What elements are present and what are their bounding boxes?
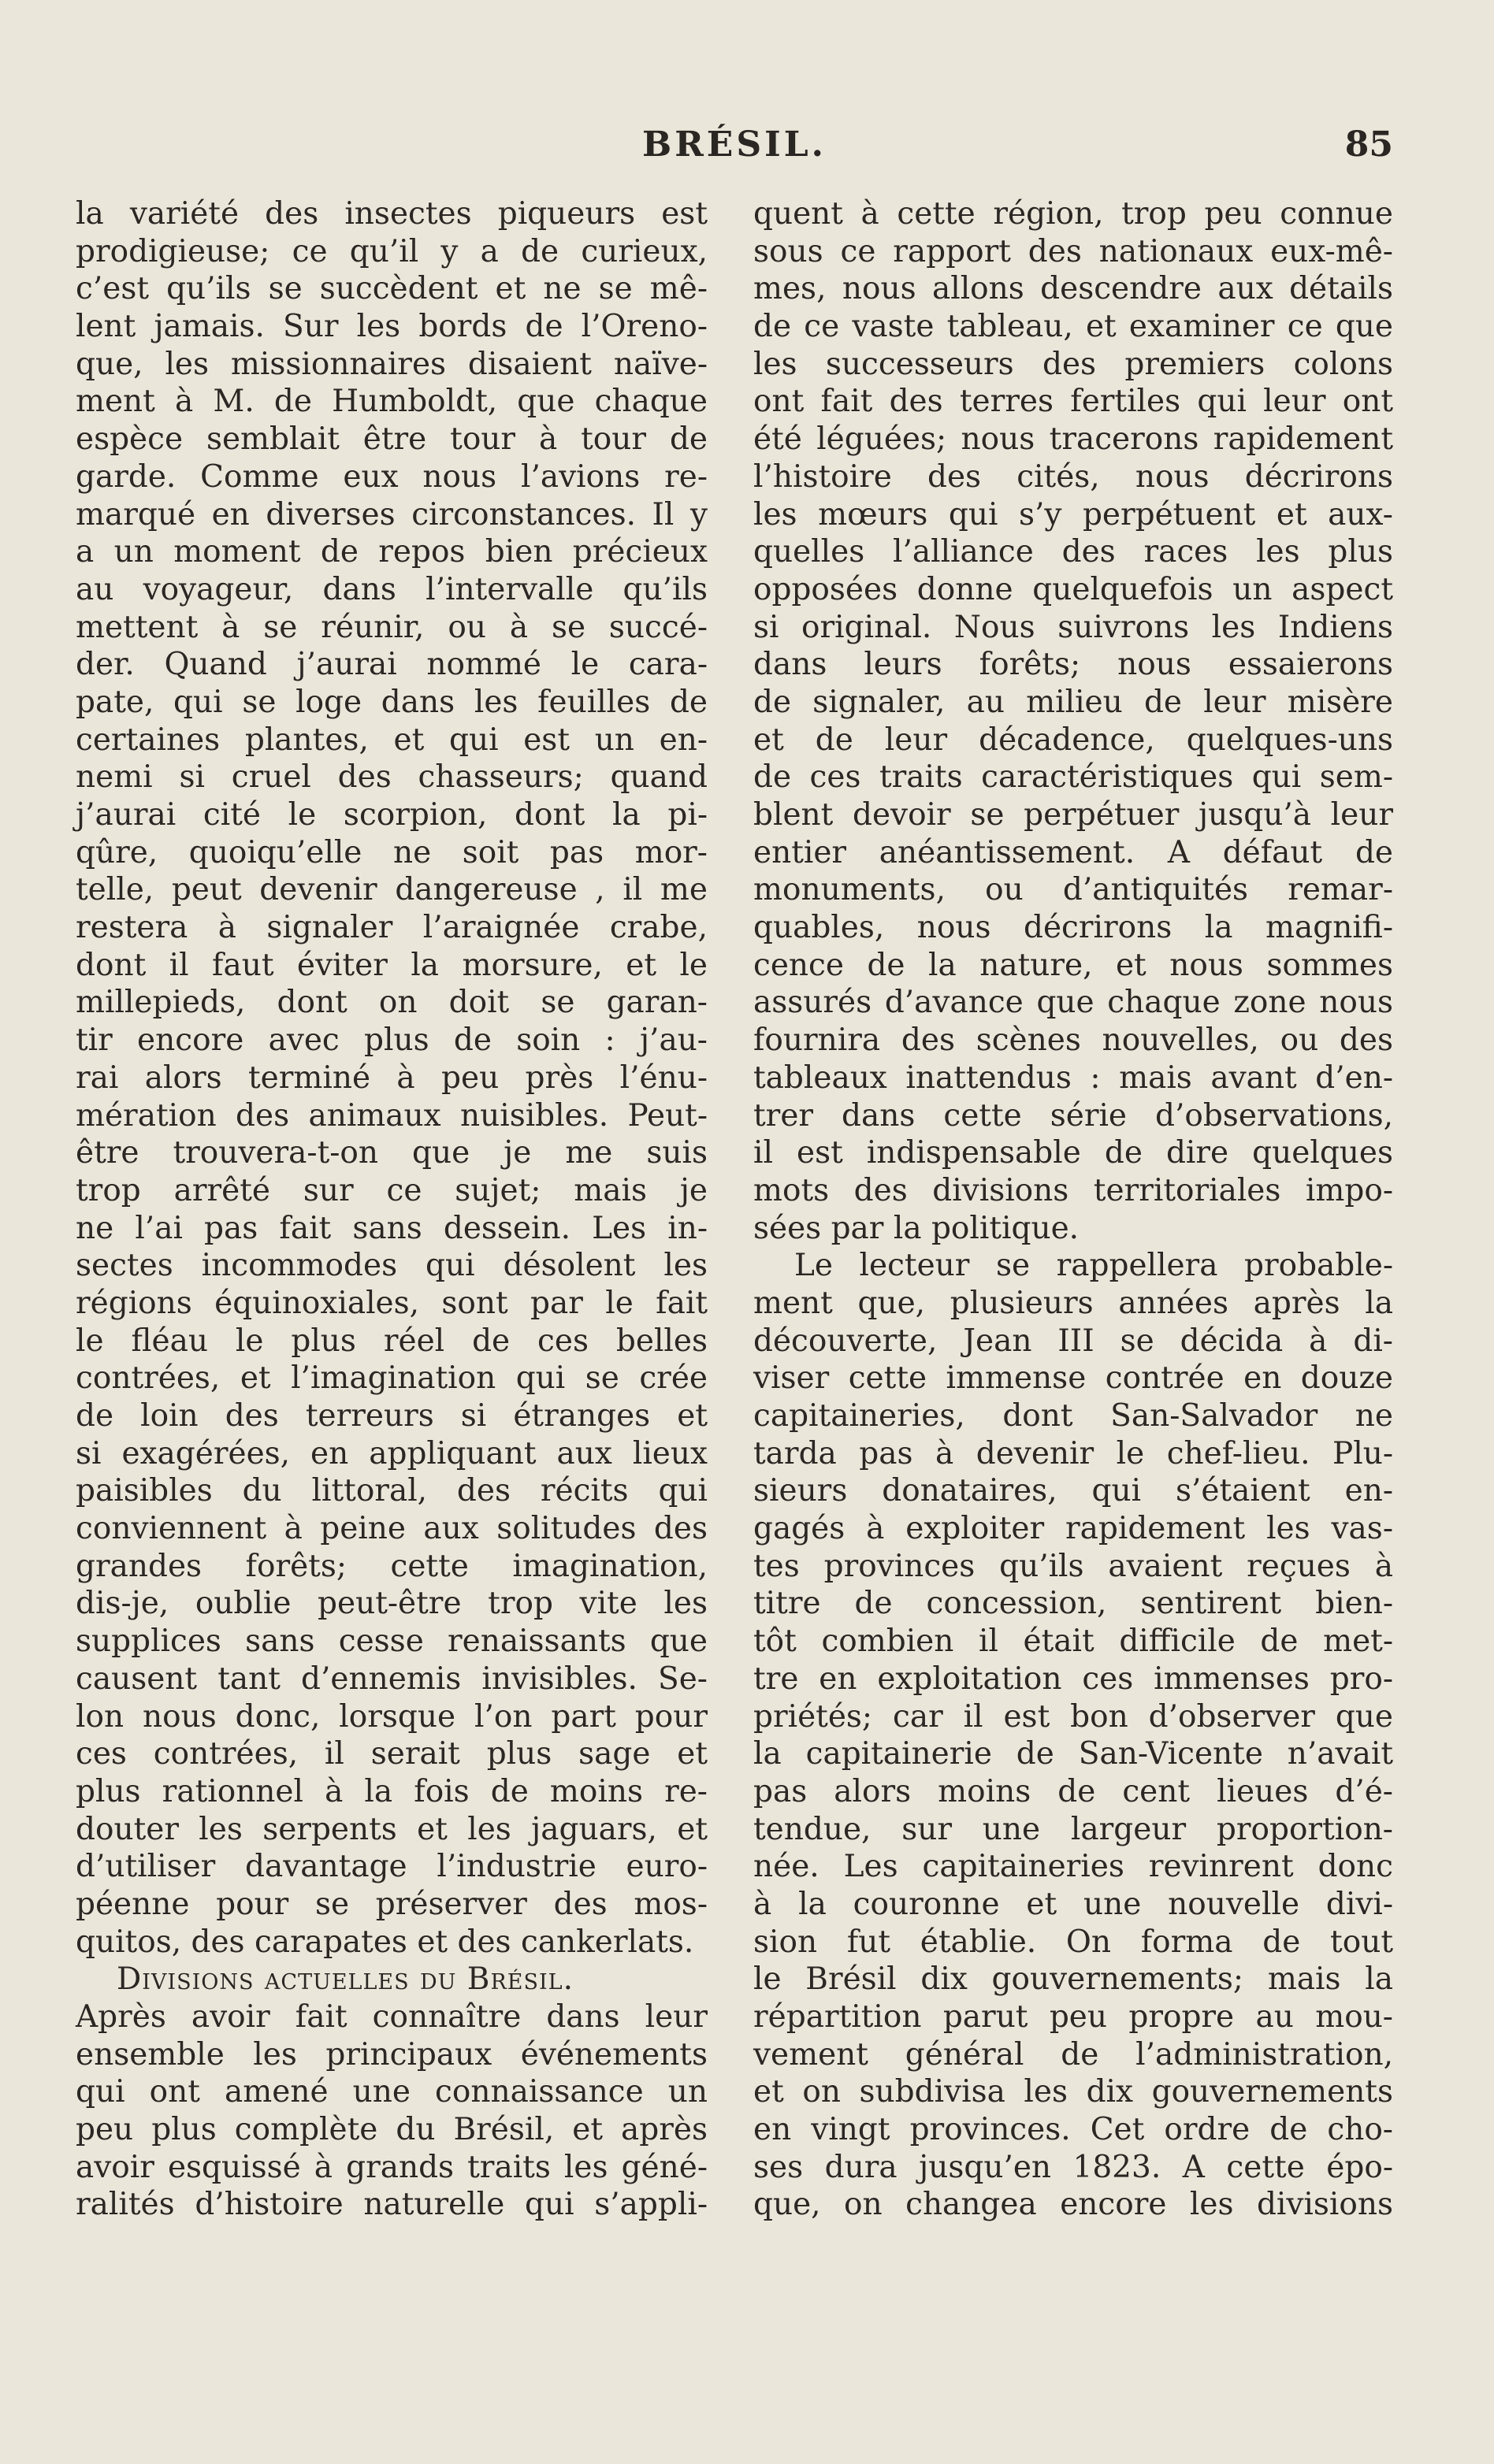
text-line: causent tant d’ennemis invisibles. Se- <box>76 1661 708 1697</box>
text-line: entier anéantissement. A défaut de <box>753 834 1393 870</box>
text-line: lon nous donc, lorsque l’on part pour <box>76 1698 708 1735</box>
text-line: vement général de l’administration, <box>753 2036 1393 2073</box>
text-line: priétés; car il est bon d’observer que <box>753 1698 1393 1735</box>
text-line: de signaler, au milieu de leur misère <box>753 684 1393 720</box>
page-header <box>76 124 1393 180</box>
text-line: capitaineries, dont San-Salvador ne <box>753 1398 1393 1434</box>
text-line: sous ce rapport des nationaux eux-mê- <box>753 233 1393 269</box>
text-line: au voyageur, dans l’intervalle qu’ils <box>76 571 708 607</box>
text-line: et on subdivisa les dix gouvernements <box>753 2074 1393 2110</box>
text-line: tôt combien il était difficile de met- <box>753 1623 1393 1660</box>
text-line: qûre, quoiqu’elle ne soit pas mor- <box>76 834 708 870</box>
text-line: dis-je, oublie peut-être trop vite les <box>76 1586 708 1622</box>
text-line: tre en exploitation ces immenses pro- <box>753 1661 1393 1697</box>
text-line: Le lecteur se rappellera probable- <box>794 1248 1393 1284</box>
text-line: a un moment de repos bien précieux <box>76 534 708 570</box>
text-line: opposées donne quelquefois un aspect <box>753 571 1393 607</box>
text-line: trer dans cette série d’observations, <box>753 1097 1393 1134</box>
text-line: j’aurai cité le scorpion, dont la pi- <box>76 797 708 833</box>
text-line: répartition parut peu propre au mou- <box>753 1999 1393 2035</box>
text-line: tes provinces qu’ils avaient reçues à <box>753 1548 1393 1584</box>
text-line: si original. Nous suivrons les Indiens <box>753 609 1393 645</box>
text-line: pate, qui se loge dans les feuilles de <box>76 684 708 720</box>
text-line: tir encore avec plus de soin : j’au- <box>76 1022 708 1059</box>
text-line: être trouvera-t-on que je me suis <box>76 1135 708 1171</box>
text-line: mots des divisions territoriales impo- <box>753 1172 1393 1208</box>
right-column <box>753 195 1393 2224</box>
section-heading: Divisions actuelles du Brésil. <box>117 1961 574 1998</box>
text-line: l’histoire des cités, nous décrirons <box>753 458 1393 495</box>
text-line: ses dura jusqu’en 1823. A cette épo- <box>753 2149 1393 2185</box>
text-line: d’utiliser davantage l’industrie euro- <box>76 1849 708 1885</box>
text-line: paisibles du littoral, des récits qui <box>76 1473 708 1509</box>
text-line: de loin des terreurs si étranges et <box>76 1398 708 1434</box>
text-line: pas alors moins de cent lieues d’é- <box>753 1773 1393 1809</box>
text-line: découverte, Jean III se décida à di- <box>753 1323 1393 1359</box>
text-line: conviennent à peine aux solitudes des <box>76 1511 708 1547</box>
text-line: ne l’ai pas fait sans dessein. Les in- <box>76 1210 708 1246</box>
text-line: ralités d’histoire naturelle qui s’appli- <box>76 2187 708 2223</box>
text-line: ont fait des terres fertiles qui leur ont <box>753 384 1393 420</box>
text-line: peu plus complète du Brésil, et après <box>76 2112 708 2148</box>
text-line: garde. Comme eux nous l’avions re- <box>76 458 708 495</box>
running-title: BRÉSIL. <box>642 124 827 165</box>
text-line: supplices sans cesse renaissants que <box>76 1623 708 1660</box>
text-line: quables, nous décrirons la magnifi- <box>753 910 1393 946</box>
text-line: le Brésil dix gouvernements; mais la <box>753 1961 1393 1998</box>
text-line: qui ont amené une connaissance un <box>76 2074 708 2110</box>
text-line: et de leur décadence, quelques-uns <box>753 722 1393 758</box>
text-line: contrées, et l’imagination qui se crée <box>76 1360 708 1397</box>
text-line: viser cette immense contrée en douze <box>753 1360 1393 1397</box>
text-line: certaines plantes, et qui est un en- <box>76 722 708 758</box>
text-line: cence de la nature, et nous sommes <box>753 947 1393 983</box>
text-line: que, on changea encore les divisions <box>753 2187 1393 2223</box>
text-line: ces contrées, il serait plus sage et <box>76 1736 708 1772</box>
text-line: millepieds, dont on doit se garan- <box>76 985 708 1021</box>
text-line: nemi si cruel des chasseurs; quand <box>76 759 708 796</box>
text-line: trop arrêté sur ce sujet; mais je <box>76 1172 708 1208</box>
text-line: les successeurs des premiers colons <box>753 346 1393 382</box>
text-line: grandes forêts; cette imagination, <box>76 1548 708 1584</box>
text-line: en vingt provinces. Cet ordre de cho- <box>753 2112 1393 2148</box>
text-line: il est indispensable de dire quelques <box>753 1135 1393 1171</box>
text-line: péenne pour se préserver des mos- <box>76 1886 708 1922</box>
text-line: titre de concession, sentirent bien- <box>753 1586 1393 1622</box>
text-line: régions équinoxiales, sont par le fait <box>76 1285 708 1321</box>
text-line: telle, peut devenir dangereuse , il me <box>76 872 708 908</box>
text-line: tarda pas à devenir le chef-lieu. Plu- <box>753 1435 1393 1471</box>
text-line: marqué en diverses circonstances. Il y <box>76 496 708 533</box>
text-line: le fléau le plus réel de ces belles <box>76 1323 708 1359</box>
text-line: mes, nous allons descendre aux détails <box>753 271 1393 307</box>
text-line: prodigieuse; ce qu’il y a de curieux, <box>76 233 708 269</box>
text-line: la capitainerie de San-Vicente n’avait <box>753 1736 1393 1772</box>
text-line: monuments, ou d’antiquités remar- <box>753 872 1393 908</box>
text-line: les mœurs qui s’y perpétuent et aux- <box>753 496 1393 533</box>
text-line: mettent à se réunir, ou à se succé- <box>76 609 708 645</box>
text-line: mération des animaux nuisibles. Peut- <box>76 1097 708 1134</box>
text-line: gagés à exploiter rapidement les vas- <box>753 1511 1393 1547</box>
text-line: Après avoir fait connaître dans leur <box>76 1999 708 2035</box>
text-line: la variété des insectes piqueurs est <box>76 196 708 232</box>
text-line: quent à cette région, trop peu connue <box>753 196 1393 232</box>
text-line: sées par la politique. <box>753 1210 1080 1246</box>
text-line: si exagérées, en appliquant aux lieux <box>76 1435 708 1471</box>
text-line: tableaux inattendus : mais avant d’en- <box>753 1059 1393 1096</box>
text-line: sion fut établie. On forma de tout <box>753 1924 1393 1960</box>
text-line: quitos, des carapates et des cankerlats. <box>76 1924 694 1960</box>
text-line: ment que, plusieurs années après la <box>753 1285 1393 1321</box>
text-line: tendue, sur une largeur proportion- <box>753 1811 1393 1847</box>
text-line: ment à M. de Humboldt, que chaque <box>76 384 708 420</box>
text-line: rai alors terminé à peu près l’énu- <box>76 1059 708 1096</box>
text-line: douter les serpents et les jaguars, et <box>76 1811 708 1847</box>
text-line: c’est qu’ils se succèdent et ne se mê- <box>76 271 708 307</box>
text-line: avoir esquissé à grands traits les géné- <box>76 2149 708 2185</box>
page-number: 85 <box>1344 124 1393 165</box>
text-line: lent jamais. Sur les bords de l’Oreno- <box>76 309 708 345</box>
left-column <box>76 195 708 2224</box>
text-line: sectes incommodes qui désolent les <box>76 1248 708 1284</box>
text-line: été léguées; nous tracerons rapidement <box>753 421 1393 458</box>
text-line: dans leurs forêts; nous essaierons <box>753 647 1393 683</box>
text-line: quelles l’alliance des races les plus <box>753 534 1393 570</box>
text-line: blent devoir se perpétuer jusqu’à leur <box>753 797 1393 833</box>
text-line: de ce vaste tableau, et examiner ce que <box>753 309 1393 345</box>
text-line: restera à signaler l’araignée crabe, <box>76 910 708 946</box>
text-line: fournira des scènes nouvelles, ou des <box>753 1022 1393 1059</box>
text-line: née. Les capitaineries revinrent donc <box>753 1849 1393 1885</box>
text-line: der. Quand j’aurai nommé le cara- <box>76 647 708 683</box>
text-line: à la couronne et une nouvelle divi- <box>753 1886 1393 1922</box>
text-line: dont il faut éviter la morsure, et le <box>76 947 708 983</box>
text-line: plus rationnel à la fois de moins re- <box>76 1773 708 1809</box>
text-line: assurés d’avance que chaque zone nous <box>753 985 1393 1021</box>
text-line: espèce semblait être tour à tour de <box>76 421 708 458</box>
text-line: ensemble les principaux événements <box>76 2036 708 2073</box>
text-line: sieurs donataires, qui s’étaient en- <box>753 1473 1393 1509</box>
text-line: de ces traits caractéristiques qui sem- <box>753 759 1393 796</box>
text-line: que, les missionnaires disaient naïve- <box>76 346 708 382</box>
